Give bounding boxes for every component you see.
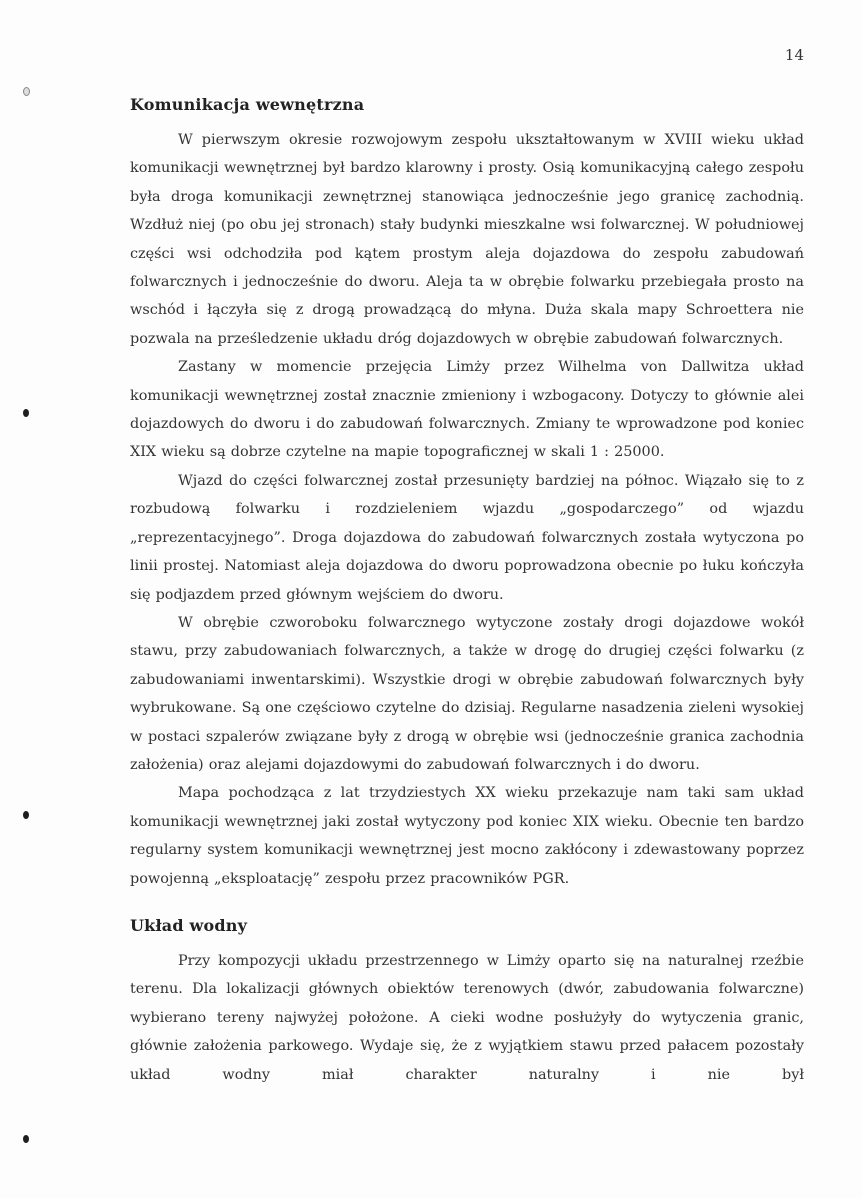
paragraph: W obrębie czworoboku folwarcznego wytyczone zostały drogi dojazdowe wokół stawu, przy zabudowaniach folwarcznych, a także w drogę do drugiej części folwarku (z zabudowaniami inwentarskimi). Wszystkie drogi w obrębie zabudowań folwarcznych były wybrukowane. Są one częściowo czytelne do dzisiaj. Regularne nasadzenia zieleni wysokiej w postaci szpalerów związane były z drogą w obrębie wsi (jednocześnie granica zachodnia założenia) oraz alejami dojazdowymi do zabudowań folwarcznych i do dworu.	[130, 614, 804, 773]
scan-mark	[23, 87, 30, 96]
punch-hole-mark	[23, 409, 29, 417]
paragraph: Przy kompozycji układu przestrzennego w Limży oparto się na naturalnej rzeźbie terenu. Dla lokalizacji głównych obiektów terenowych (dwór, zabudowania folwarczne) wybierano tereny najwyżej położone. A cieki wodne posłużyły do wytyczenia granic, głównie założenia parkowego. Wydaje się, że z wyjątkiem stawu przed pałacem pozostały układ wodny miał charakter naturalny i nie był	[130, 952, 804, 1083]
section-heading: Komunikacja wewnętrzna	[130, 95, 365, 114]
punch-hole-mark	[23, 811, 29, 819]
punch-hole-mark	[23, 1135, 29, 1143]
section-heading: Układ wodny	[130, 915, 248, 935]
page-content	[130, 95, 804, 1089]
paragraph: Zastany w momencie przejęcia Limży przez Wilhelma von Dallwitza układ komunikacji wewnętrznej został znacznie zmieniony i wzbogacony. Dotyczy to głównie alei dojazdowych do dworu i do zabudowań folwarcznych. Zmiany te wprowadzone pod koniec XIX wieku są dobrze czytelne na mapie topograficznej w skali 1 : 25000.	[130, 359, 804, 461]
paragraph: W pierwszym okresie rozwojowym zespołu ukształtowanym w XVIII wieku układ komunikacji wewnętrznej był bardzo klarowny i prosty. Osią komunikacyjną całego zespołu była droga komunikacji zewnętrznej stanowiąca jednocześnie jego granicę zachodnią. Wzdłuż niej (po obu jej stronach) stały budynki mieszkalne wsi folwarcznej. W południowej części wsi odchodziła pod kątem prostym aleja dojazdowa do zespołu zabudowań folwarcznych i jednocześnie do dworu. Aleja ta w obrębie folwarku przebiegała prosto na wschód i łączyła się z drogą prowadzącą do młyna. Duża skala mapy Schroettera nie pozwala na prześledzenie układu dróg dojazdowych w obrębie zabudowań folwarcznych.	[130, 132, 804, 347]
page-number: 14	[784, 46, 804, 64]
paragraph: Mapa pochodząca z lat trzydziestych XX wieku przekazuje nam taki sam układ komunikacji wewnętrznej jaki został wytyczony pod koniec XIX wieku. Obecnie ten bardzo regularny system komunikacji wewnętrznej jest mocno zakłócony i zdewastowany poprzez powojenną „eksploatację” zespołu przez pracowników PGR.	[130, 785, 804, 887]
paragraph: Wjazd do części folwarcznej został przesunięty bardziej na północ. Wiązało się to z rozbudową folwarku i rozdzieleniem wjazdu „gospodarczego” od wjazdu „reprezentacyjnego”. Droga dojazdowa do zabudowań folwarcznych została wytyczona po linii prostej. Natomiast aleja dojazdowa do dworu poprowadzona obecnie po łuku kończyła się podjazdem przed głównym wejściem do dworu.	[130, 472, 804, 603]
